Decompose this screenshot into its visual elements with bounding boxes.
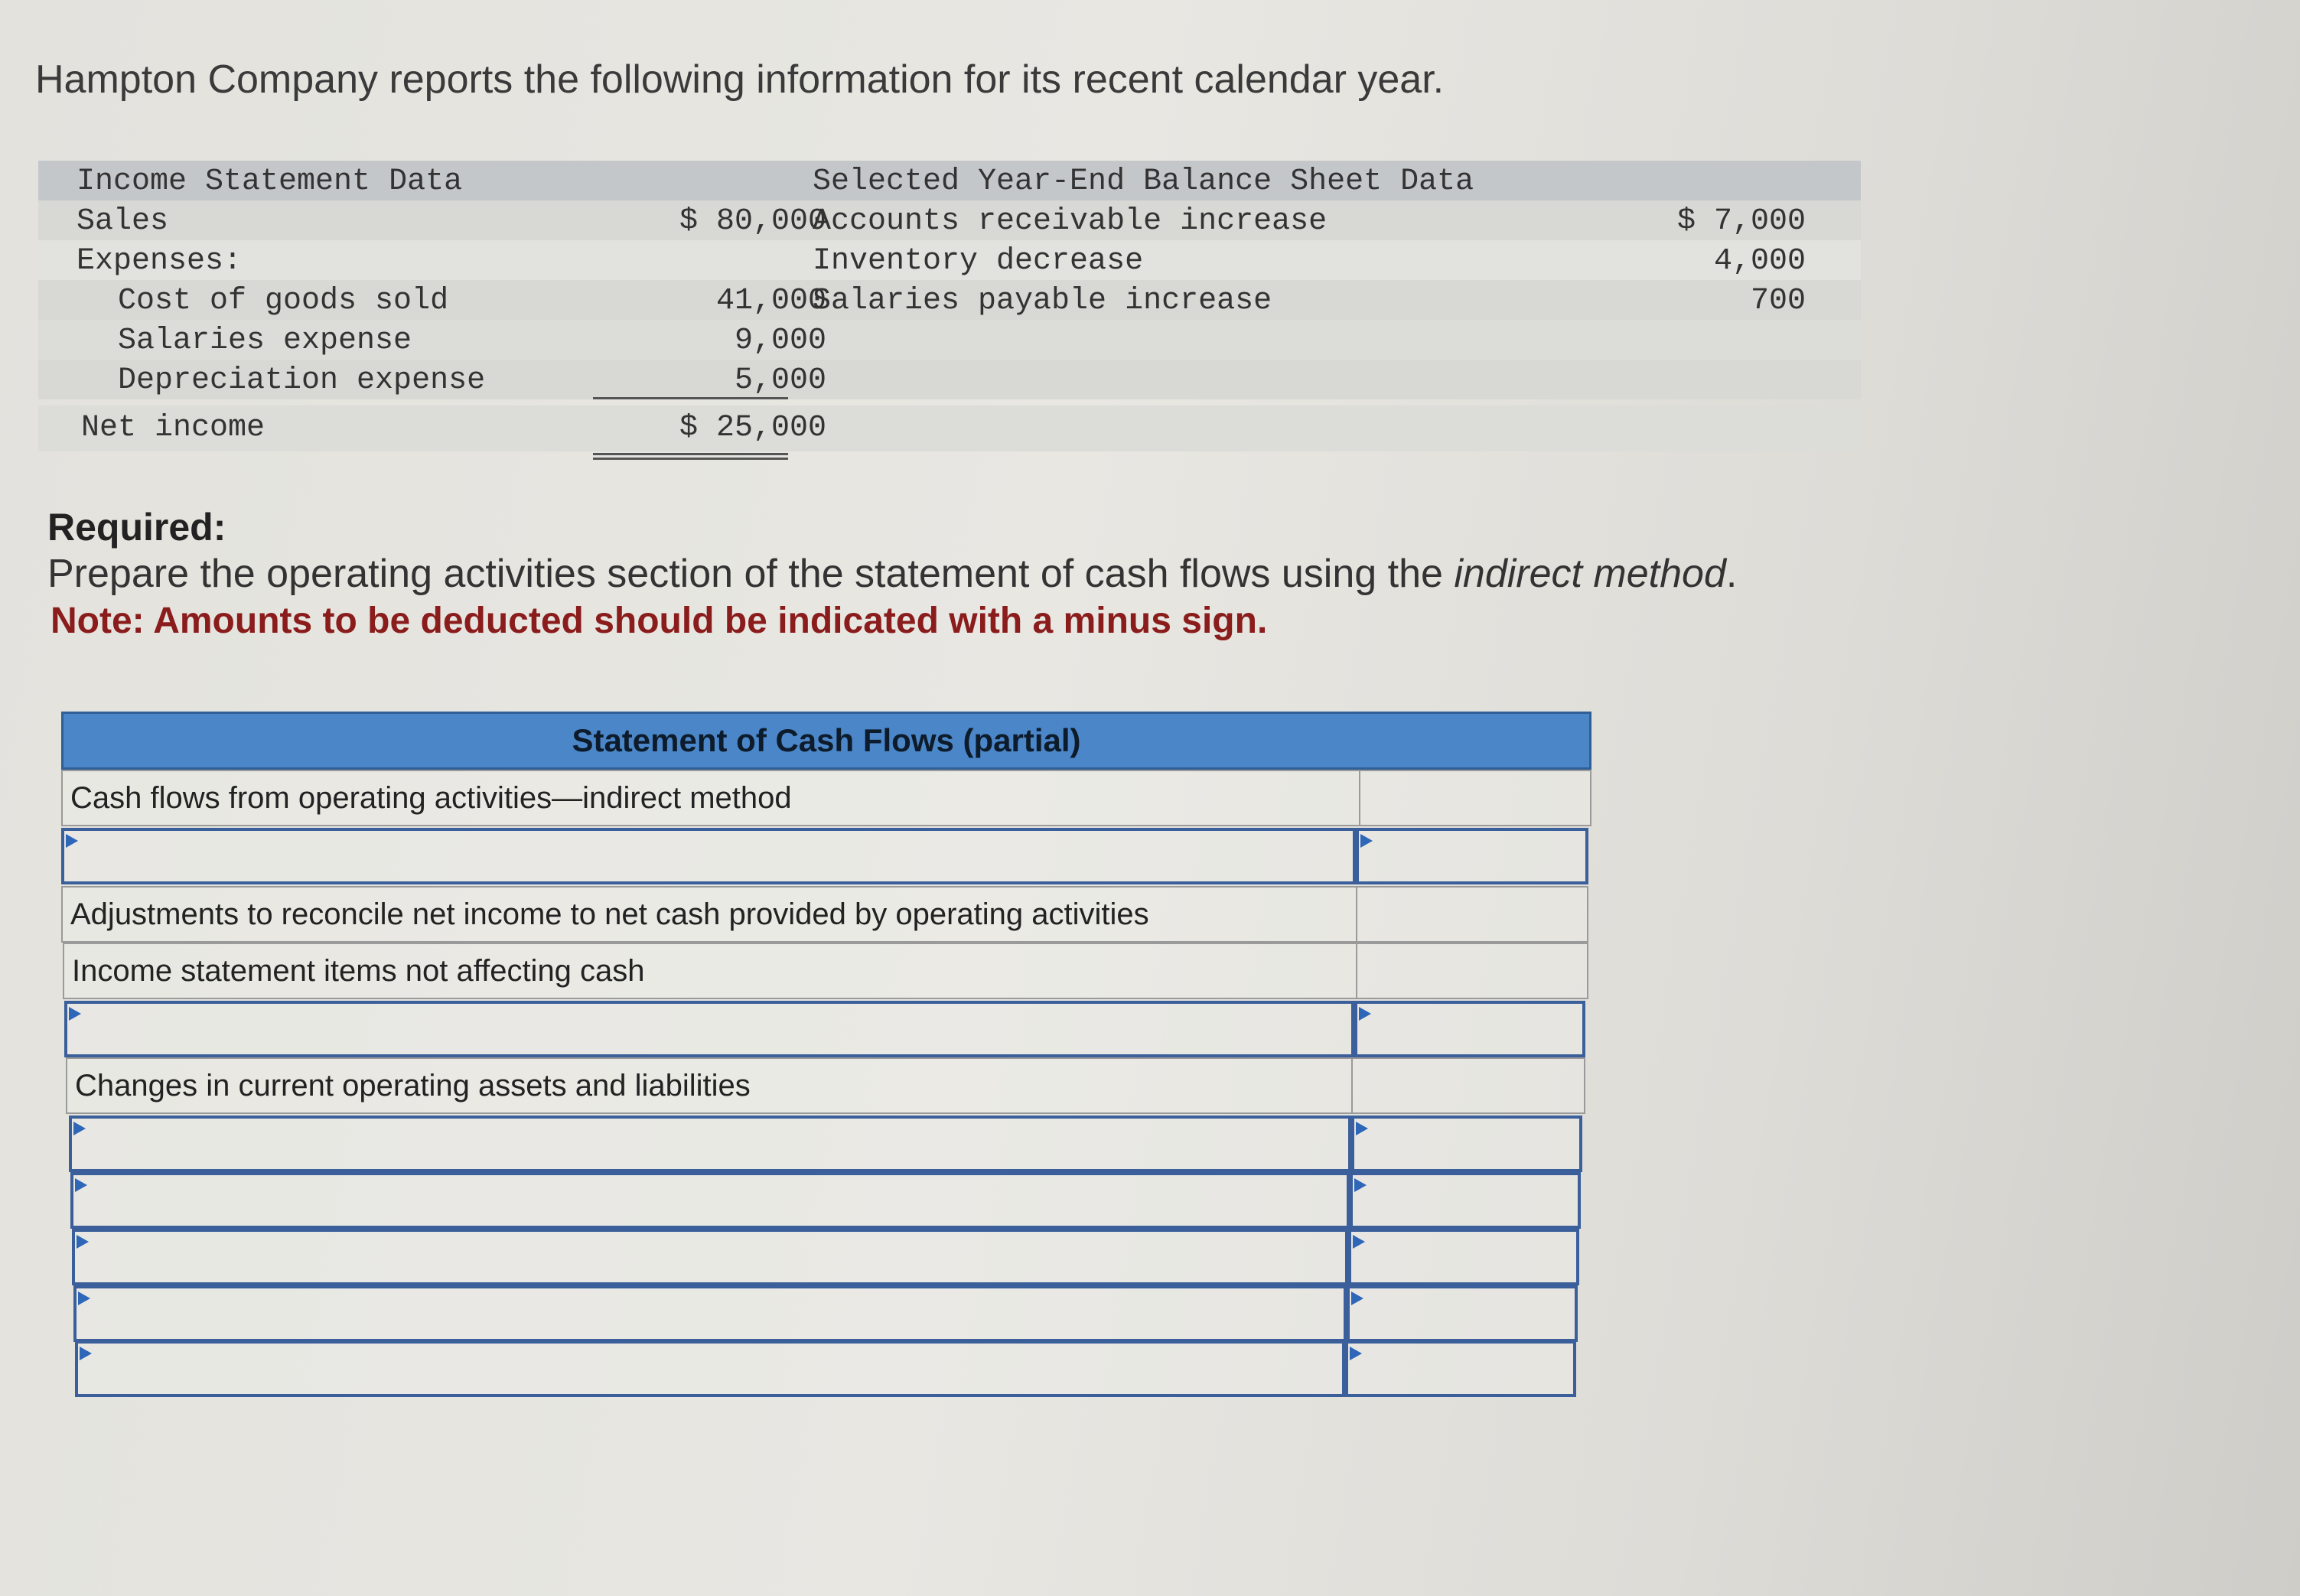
changes-row	[66, 1057, 1585, 1114]
income-statement-header: Income Statement Data	[77, 164, 463, 199]
amount-input[interactable]	[1348, 1229, 1579, 1285]
adjustments-row	[61, 886, 1588, 943]
balance-sheet-header: Selected Year-End Balance Sheet Data	[813, 164, 1474, 199]
total-double-rule-bottom	[593, 458, 788, 460]
inventory-value: 4,000	[1713, 244, 1806, 278]
input-row-change-4	[73, 1285, 1578, 1342]
input-row-noncash	[64, 1001, 1585, 1057]
input-row-change-3	[72, 1229, 1579, 1285]
cash-flow-table	[61, 712, 1591, 1392]
input-row-net-income	[61, 828, 1588, 884]
operating-activities-row	[61, 770, 1591, 826]
instruction-text: Prepare the operating activities section of the statement of cash flows using the indirect method.	[47, 552, 1738, 596]
input-row-change-2	[70, 1172, 1581, 1229]
depreciation-expense-label: Depreciation expense	[118, 363, 486, 398]
indirect-method-text: indirect method	[1454, 552, 1726, 596]
note-text: Note: Amounts to be deducted should be indicated with a minus sign.	[50, 601, 1268, 641]
salaries-payable-label: Salaries payable increase	[813, 284, 1272, 318]
label-dropdown[interactable]	[69, 1116, 1351, 1172]
noncash-items-row	[63, 943, 1588, 999]
amount-input[interactable]	[1350, 1172, 1581, 1229]
data-panel	[38, 157, 1861, 463]
label-dropdown[interactable]	[70, 1172, 1350, 1229]
total-double-rule-top	[593, 453, 788, 455]
amount-input[interactable]	[1345, 1340, 1576, 1397]
noncash-items-label: Income statement items not affecting cash	[64, 944, 1357, 998]
depreciation-expense-value: 5,000	[734, 363, 826, 398]
subtotal-rule	[593, 397, 788, 399]
amount-input[interactable]	[1356, 828, 1588, 884]
sales-value: $ 80,000	[679, 204, 826, 239]
label-dropdown[interactable]	[73, 1285, 1347, 1342]
ar-value: $ 7,000	[1676, 204, 1806, 239]
amount-input[interactable]	[1347, 1285, 1578, 1342]
label-dropdown[interactable]	[61, 828, 1356, 884]
adjustments-label: Adjustments to reconcile net income to net cash provided by operating activities	[63, 888, 1357, 941]
sales-label: Sales	[77, 204, 169, 239]
salaries-payable-value: 700	[1750, 284, 1806, 318]
salaries-expense-value: 9,000	[734, 324, 826, 358]
label-dropdown[interactable]	[75, 1340, 1345, 1397]
amount-input[interactable]	[1351, 1116, 1582, 1172]
ar-label: Accounts receivable increase	[813, 204, 1328, 239]
label-dropdown[interactable]	[72, 1229, 1348, 1285]
required-label: Required:	[47, 506, 226, 549]
net-income-value: $ 25,000	[679, 411, 826, 445]
inventory-label: Inventory decrease	[813, 244, 1144, 278]
changes-label: Changes in current operating assets and liabilities	[67, 1059, 1353, 1112]
cash-flow-table-title: Statement of Cash Flows (partial)	[61, 712, 1591, 770]
input-row-total	[75, 1340, 1576, 1397]
operating-activities-label: Cash flows from operating activities—indirect method	[63, 771, 1360, 825]
label-dropdown[interactable]	[64, 1001, 1354, 1057]
input-row-change-1	[69, 1116, 1582, 1172]
problem-intro: Hampton Company reports the following information for its recent calendar year.	[35, 57, 1445, 102]
cogs-value: 41,000	[715, 284, 826, 318]
salaries-expense-label: Salaries expense	[118, 324, 412, 358]
amount-input[interactable]	[1354, 1001, 1585, 1057]
net-income-label: Net income	[81, 411, 266, 445]
cogs-label: Cost of goods sold	[118, 284, 449, 318]
expenses-label: Expenses:	[77, 244, 243, 278]
